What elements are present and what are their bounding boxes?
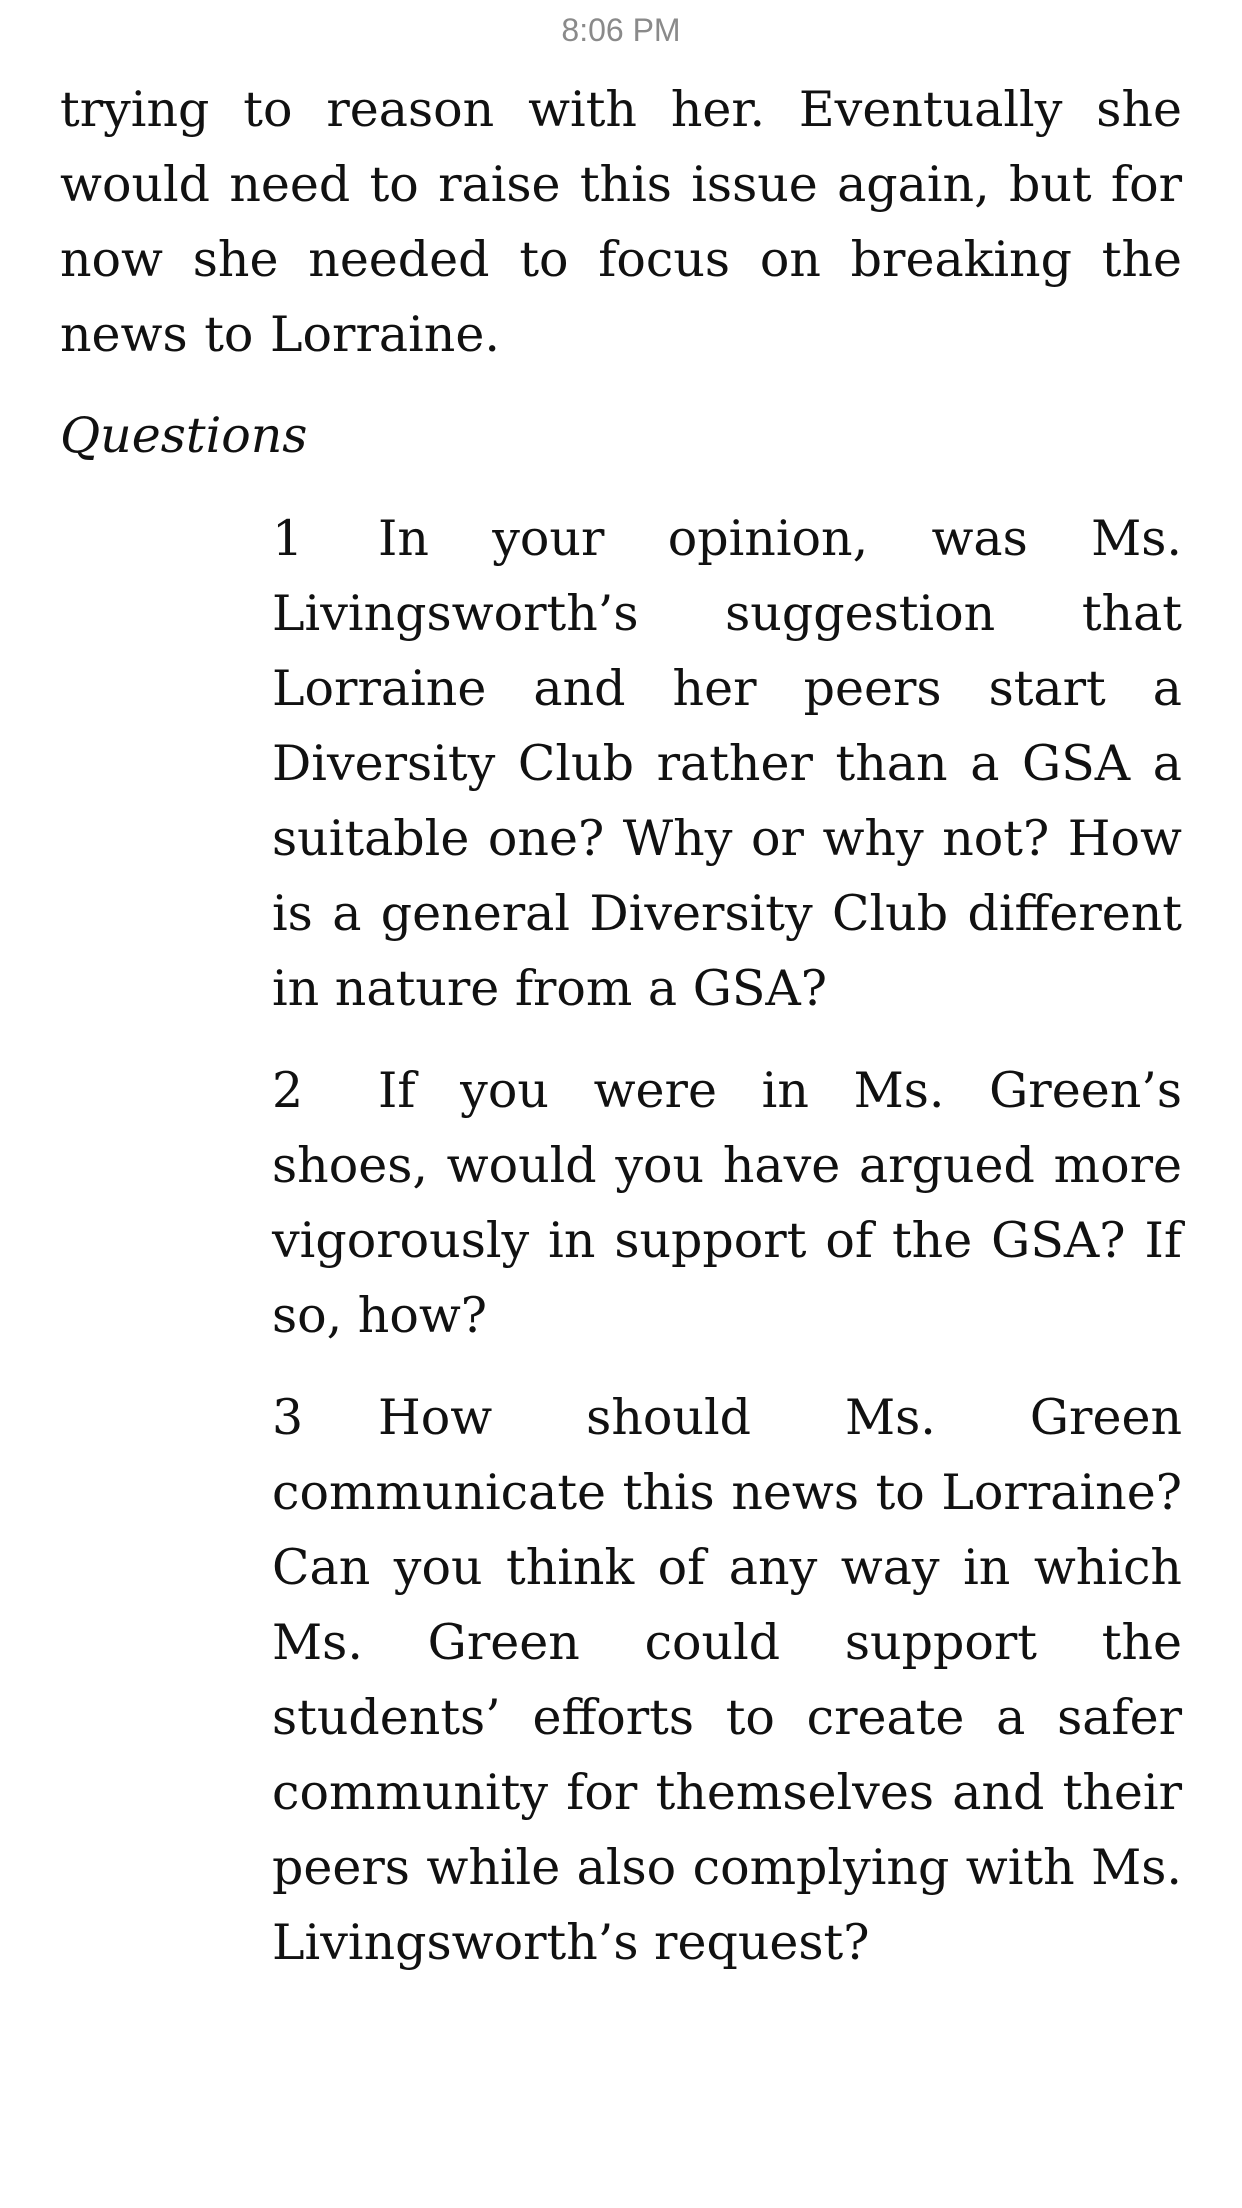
status-time: 8:06 PM [561,12,681,48]
question-item [272,1380,1182,1980]
reader-page[interactable] [60,72,1182,2007]
status-bar [0,0,1242,60]
section-heading: Questions [60,407,308,464]
question-text: How should Ms. Green communicate this news to Lorraine? Can you think of any way in which Ms. Green could support the students’ efforts to create a safer community for themselves and their peers while also complying with Ms. Livingsworth’s request? [272,1389,1182,1971]
question-number: 2 [272,1062,304,1119]
question-number: 3 [272,1389,304,1446]
question-item [272,501,1182,1026]
question-item [272,1053,1182,1353]
question-text: If you were in Ms. Green’s shoes, would you have argued more vigorously in support of the GSA? If so, how? [272,1062,1182,1344]
body-paragraph: trying to reason with her. Eventually she would need to raise this issue again, but for now she needed to focus on breaking the news to Lorraine. [60,81,1182,363]
question-number: 1 [272,510,304,567]
question-text: In your opinion, was Ms. Livingsworth’s suggestion that Lorraine and her peers start a Diversity Club rather than a GSA a suitable one? Why or why not? How is a general Diversity Club different in nature from a GSA? [272,510,1182,1017]
